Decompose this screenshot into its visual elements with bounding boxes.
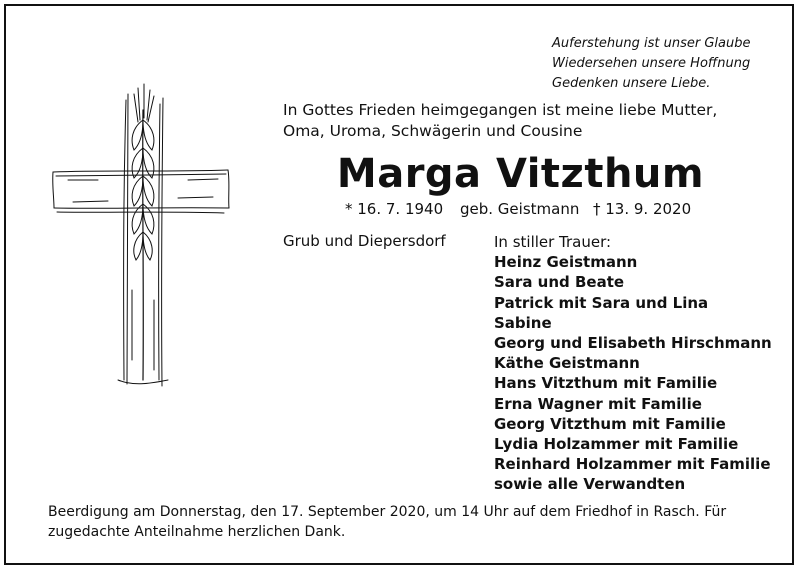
mourner: Lydia Holzammer mit Familie bbox=[494, 435, 739, 454]
mourner: Patrick mit Sara und Lina bbox=[494, 293, 709, 312]
place-of-residence: Grub und Diepersdorf bbox=[283, 232, 446, 250]
mourner: sowie alle Verwandten bbox=[494, 475, 686, 494]
maiden-name: geb. Geistmann bbox=[460, 200, 580, 218]
mourner: Reinhard Holzammer mit Familie bbox=[494, 455, 771, 474]
mourner: Heinz Geistmann bbox=[494, 253, 638, 272]
deceased-name: Marga Vitzthum bbox=[336, 151, 705, 197]
death-date: † 13. 9. 2020 bbox=[593, 200, 692, 218]
mourning-lead: In stiller Trauer: bbox=[494, 233, 612, 251]
mourner: Käthe Geistmann bbox=[494, 354, 640, 373]
birth-date: * 16. 7. 1940 bbox=[345, 200, 444, 218]
mourner: Georg Vitzthum mit Familie bbox=[494, 414, 726, 433]
mourner: Georg und Elisabeth Hirschmann bbox=[494, 334, 772, 353]
funeral-notice: Beerdigung am Donnerstag, den 17. September 2020, um 14 Uhr auf dem Friedhof in Rasch. Für zugedachte Anteilnahme herzlichen Dank. bbox=[48, 504, 727, 540]
mourner: Erna Wagner mit Familie bbox=[494, 394, 702, 413]
mourner: Sabine bbox=[494, 313, 552, 332]
cross-icon bbox=[48, 80, 230, 390]
motto-line: Wiedersehen unsere Hoffnung bbox=[552, 56, 751, 71]
mourner: Hans Vitzthum mit Familie bbox=[494, 374, 718, 393]
intro-text: In Gottes Frieden heimgegangen ist meine liebe Mutter, Oma, Uroma, Schwägerin und Cousine bbox=[283, 101, 718, 140]
mourners-list bbox=[494, 232, 772, 495]
motto-line: Auferstehung ist unser Glaube bbox=[552, 36, 751, 51]
motto-line: Gedenken unsere Liebe. bbox=[552, 76, 711, 91]
mourner: Sara und Beate bbox=[494, 273, 625, 292]
motto bbox=[552, 34, 751, 94]
